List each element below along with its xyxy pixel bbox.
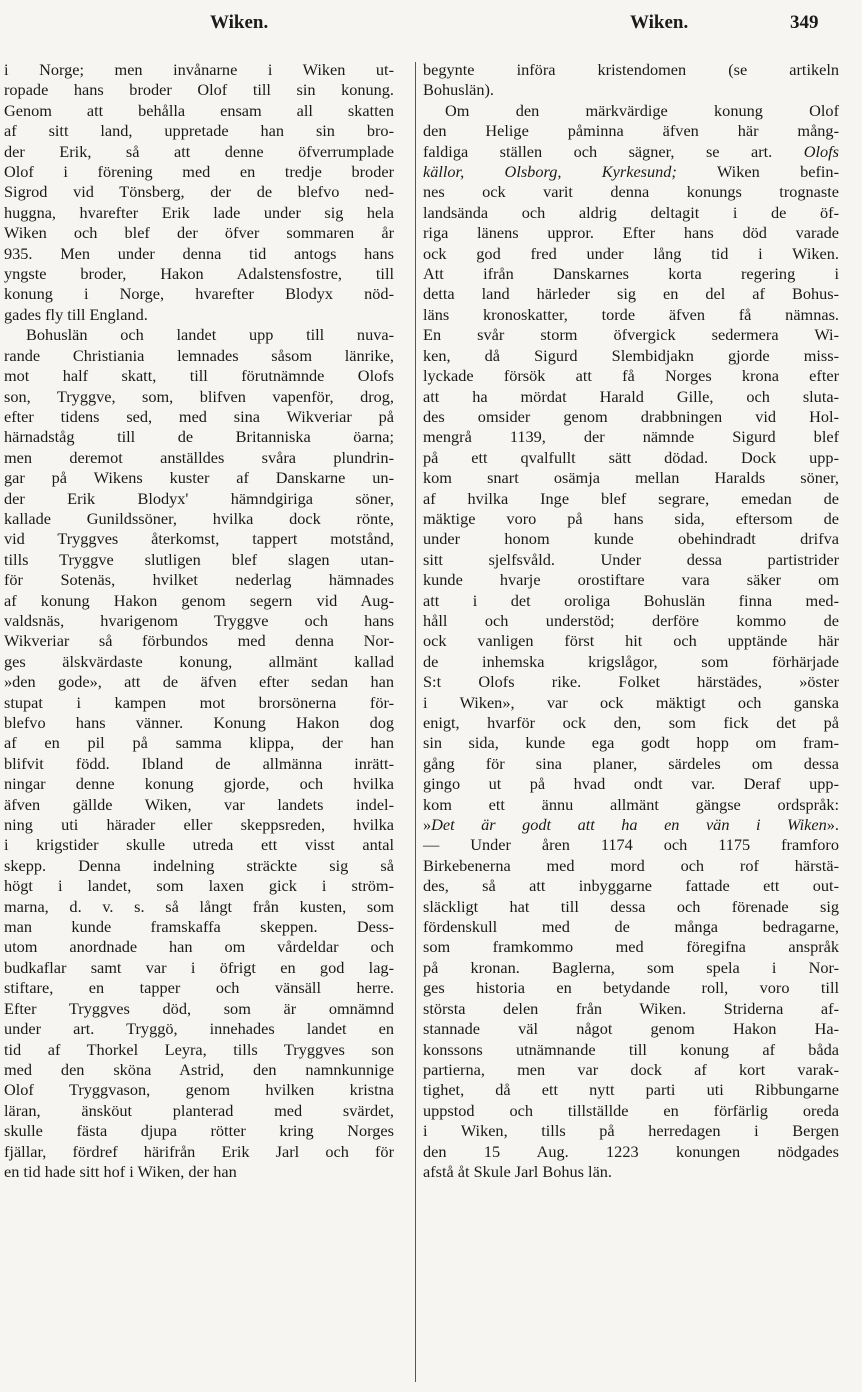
text-line: stannade väl något genom Hakon Ha-	[423, 1019, 839, 1039]
text-line: härnadståg till de Britanniska öarna;	[4, 427, 394, 447]
text-line: Olof i förening med en tredje broder	[4, 162, 394, 182]
text-line: gingo ut på hvad ondt var. Deraf upp-	[423, 774, 839, 794]
text-line: gades fly till England.	[4, 304, 148, 324]
right-column	[423, 60, 839, 1182]
text-line: lyckade försök att få Norges krona efter	[423, 366, 839, 386]
text-line: af konung Hakon genom segern vid Aug-	[4, 590, 394, 610]
text-line: i krigstider skulle utreda ett visst antal	[4, 835, 394, 855]
text-line: för Sotenäs, hvilket nederlag hämnades	[4, 570, 394, 590]
text-line: des omsider genom drabbningen vid Hol-	[423, 406, 839, 426]
text-line: kallade Gunildssöner, hvilka dock rönte,	[4, 508, 394, 528]
text-line: sitt sjelfsvåld. Under dessa partistrider	[423, 549, 839, 569]
text-line: de inhemska krigslågor, som förhärjade	[423, 651, 839, 671]
text-line: nes ock varit denna konungs trognaste	[423, 182, 839, 202]
text-line: Efter Tryggves död, som är omnämnd	[4, 998, 394, 1018]
text-line: Att ifrån Danskarnes korta regering i	[423, 264, 839, 284]
text-line: begynte införa kristendomen (se artikeln	[423, 60, 839, 79]
running-header	[0, 6, 862, 36]
text-line: uppstod och tillställde en förfärlig oreda	[423, 1100, 839, 1120]
text-line: enigt, hvarför ock den, som fick det på	[423, 713, 839, 732]
text-line: Wiken och blef der öfver sommaren år	[4, 223, 394, 243]
text-line: huggna, hvarefter Erik lade under sig hela	[4, 202, 394, 222]
text-line: i Wiken», var ock mäktigt och ganska	[423, 692, 839, 712]
text-line: efter tidens sed, med sina Wikveriar på	[4, 406, 394, 426]
text-line: ges historia en betydande roll, voro till	[423, 978, 839, 998]
text-line: tighet, då ett nytt parti uti Ribbungarne	[423, 1080, 839, 1100]
text-line: Om den märkvärdige konung Olof	[445, 100, 839, 120]
text-line: kunde hvarje orostiftare vara säker om	[423, 570, 839, 590]
text-line: son, Tryggve, som, blifven vapenför, drog,	[4, 386, 394, 406]
text-line: i Norge; men invånarne i Wiken ut-	[4, 60, 394, 79]
text-line: att i det oroliga Bohuslän finna med-	[423, 590, 839, 610]
text-line: »Det är godt att ha en vän i Wiken».	[423, 815, 839, 835]
text-line: landsända och aldrig deltagit i de öf-	[423, 202, 839, 222]
text-line: 935. Men under denna tid antogs hans	[4, 243, 394, 263]
text-line: blefvo hans vänner. Konung Hakon dog	[4, 713, 394, 732]
text-line: utom anordnade han om vårdeldar och	[4, 937, 394, 957]
text-line: stupat i kampen mot brorsönerna för-	[4, 692, 394, 712]
text-line: mäktige voro på hans sida, eftersom de	[423, 508, 839, 528]
text-line: sin sida, kunde ega godt hopp om fram-	[423, 733, 839, 753]
text-line: på ett qvalfullt sätt dödad. Dock upp-	[423, 447, 839, 467]
text-line: blifvit född. Ibland de allmänna inrätt-	[4, 753, 394, 773]
text-line: läran, änsköut planterad med svärdet,	[4, 1100, 394, 1120]
text-line: håll och understöd; derföre kommo de	[423, 610, 839, 630]
text-line: Sigrod vid Tönsberg, der de blefvo ned-	[4, 182, 394, 202]
left-running-title: Wiken.	[210, 12, 269, 33]
text-line: med den sköna Astrid, den namnkunnige	[4, 1059, 394, 1079]
text-line: skulle fästa djupa rötter kring Norges	[4, 1121, 394, 1141]
text-line: äfven gällde Wiken, var landets indel-	[4, 794, 394, 814]
text-line: gar på Wikens kuster af Danskarne un-	[4, 468, 394, 488]
text-line: S:t Olofs rike. Folket härstädes, »öster	[423, 672, 839, 692]
text-line: mot half skatt, till förutnämnde Olofs	[4, 366, 394, 386]
text-line: Bohuslän och landet upp till nuva-	[26, 325, 394, 345]
text-line: yngste broder, Hakon Adalstensfostre, till	[4, 264, 394, 284]
text-line: gång för sina planer, särdeles om dessa	[423, 753, 839, 773]
text-line: af en pil på samma klippa, der han	[4, 733, 394, 753]
text-line: konung i Norge, hvarefter Blodyx nöd-	[4, 284, 394, 304]
text-line: der Erik Blodyx' hämndgiriga söner,	[4, 488, 394, 508]
text-line: läns kronoskatter, torde äfven få nämnas.	[423, 304, 839, 324]
text-line: största delen från Wiken. Striderna af-	[423, 998, 839, 1018]
text-line: ock god fred under lång tid i Wiken.	[423, 243, 839, 263]
text-line: i Wiken, tills på herredagen i Bergen	[423, 1121, 839, 1141]
text-line: under honom kunde obehindradt drifva	[423, 529, 839, 549]
text-line: som framkommo med föregifna anspråk	[423, 937, 839, 957]
text-line: att ha mördat Harald Gille, och sluta-	[423, 386, 839, 406]
text-line: rande Christiania lemnades såsom länrike,	[4, 345, 394, 365]
text-line: af hvilka Inge blef segrare, emedan de	[423, 488, 839, 508]
text-line: ges älskvärdaste konung, allmänt kallad	[4, 651, 394, 671]
text-line: den 15 Aug. 1223 konungen nödgades	[423, 1141, 839, 1161]
text-line: — Under åren 1174 och 1175 framforo	[423, 835, 839, 855]
text-line: fördenskull med de många bedragarne,	[423, 917, 839, 937]
text-line: tid af Thorkel Leyra, tills Tryggves son	[4, 1039, 394, 1059]
text-line: den Helige påminna äfven här mång-	[423, 121, 839, 141]
right-running-title: Wiken.	[630, 12, 689, 33]
text-line: högt i landet, som laxen gick i ström-	[4, 876, 394, 896]
text-line: kom ett ännu allmänt gängse ordspråk:	[423, 794, 839, 814]
left-column	[4, 60, 394, 1182]
text-line: afstå åt Skule Jarl Bohus län.	[423, 1161, 613, 1181]
text-line: man kunde framskaffa skeppen. Dess-	[4, 917, 394, 937]
text-line: ning uti härader eller skeppsreden, hvilka	[4, 815, 394, 835]
text-line: En svår storm öfvergick sedermera Wi-	[423, 325, 839, 345]
text-line: der Erik, så att denne öfverrumplade	[4, 141, 394, 161]
text-line: Genom att behålla ensam all skatten	[4, 100, 394, 120]
text-line: stiftare, en tapper och vänsäll herre.	[4, 978, 394, 998]
text-line: Wikveriar så förbundos med denna Nor-	[4, 631, 394, 651]
text-line: tills Tryggve slutligen blef slagen utan-	[4, 549, 394, 569]
text-line: ken, då Sigurd Slembidjakn gjorde miss-	[423, 345, 839, 365]
text-line: des, så att inbyggarne fattade ett out-	[423, 876, 839, 896]
text-line: Birkebenerna med mord och rof härstä-	[423, 855, 839, 875]
page-number: 349	[790, 12, 819, 33]
text-line: ningar denne konung gjorde, och hvilka	[4, 774, 394, 794]
text-line: marna, d. v. s. så långt från kusten, som	[4, 896, 394, 916]
text-line: riga länens uppror. Efter hans död varade	[423, 223, 839, 243]
text-line: på kronan. Baglerna, som spela i Nor-	[423, 957, 839, 977]
text-line: vid Tryggves återkomst, tappert motstånd,	[4, 529, 394, 549]
text-line: skepp. Denna indelning sträckte sig så	[4, 855, 394, 875]
text-line: detta land härleder sig en del af Bohus-	[423, 284, 839, 304]
text-line: släckligt hat till dessa och förenade sig	[423, 896, 839, 916]
text-line: partierna, men var dock af kort varak-	[423, 1059, 839, 1079]
text-line: konssons utnämnande till konung af båda	[423, 1039, 839, 1059]
text-line: Olof Tryggvason, genom hvilken kristna	[4, 1080, 394, 1100]
text-line: under art. Tryggö, innehades landet en	[4, 1019, 394, 1039]
column-divider	[415, 62, 416, 1382]
text-line: af sitt land, uppretade han sin bro-	[4, 121, 394, 141]
text-line: mengrå 1139, der nämnde Sigurd blef	[423, 427, 839, 447]
text-line: valdsnäs, hvarigenom Tryggve och hans	[4, 610, 394, 630]
text-line: en tid hade sitt hof i Wiken, der han	[4, 1161, 237, 1181]
text-line: »den gode», att de äfven efter sedan han	[4, 672, 394, 692]
text-line: faldiga ställen och sägner, se art. Olofs	[423, 141, 839, 161]
text-line: ropade hans broder Olof till sin konung.	[4, 80, 394, 100]
text-line: ock vanligen först hit och upptände här	[423, 631, 839, 651]
text-line: kom snart osämja mellan Haralds söner,	[423, 468, 839, 488]
text-line: men deremot anställdes svåra plundrin-	[4, 447, 394, 467]
text-line: budkaflar samt var i öfrigt en god lag-	[4, 957, 394, 977]
text-line: fjällar, fördref härifrån Erik Jarl och för	[4, 1141, 394, 1161]
text-line: källor, Olsborg, Kyrkesund; Wiken befin-	[423, 162, 839, 182]
text-line: Bohuslän).	[423, 80, 494, 100]
